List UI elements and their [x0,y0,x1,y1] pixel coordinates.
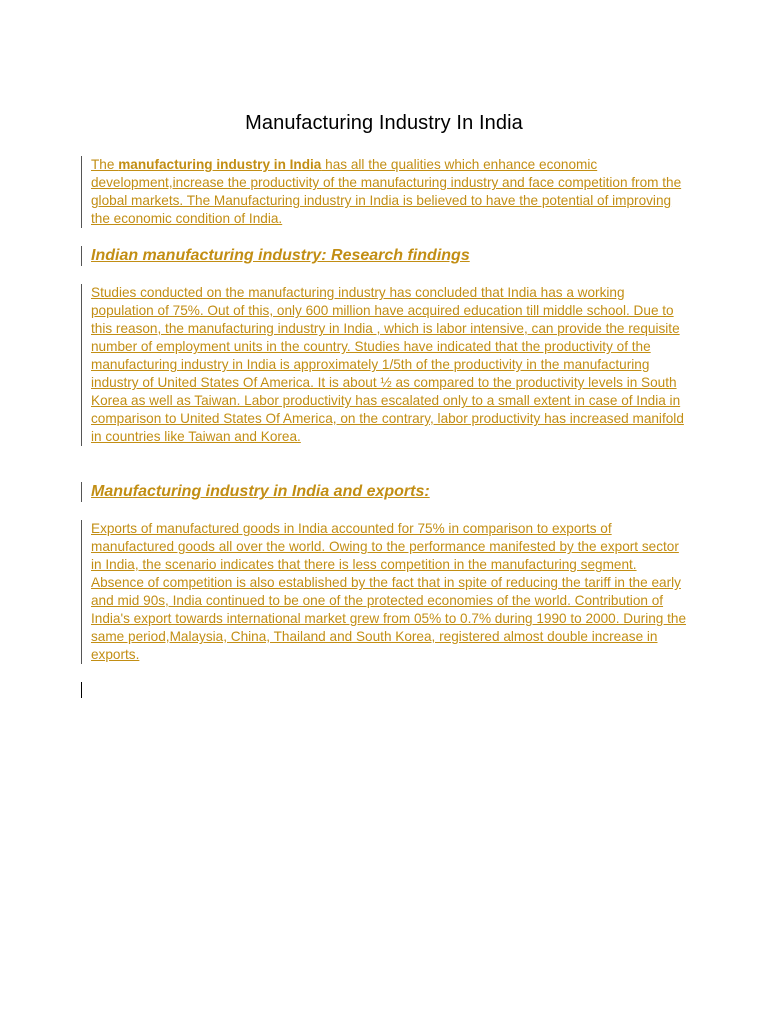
section-body-block-exports [81,520,691,664]
document-title: Manufacturing Industry In India [245,112,523,134]
intro-lead: The [91,157,119,172]
intro-bold-phrase[interactable]: manufacturing industry in India [118,157,322,172]
section-body-research[interactable]: Studies conducted on the manufacturing industry has concluded that India has a working population of 75%. Out of this, only 600 million have acquired education till middle school. Due to this reason, the manufacturing industry in India , which is labor intensive, can provide the requisite number of employment units in the country. Studies have indicated that the productivity of the manufacturing industry in India is approximately 1/5th of the productivity in the manufacturing industry of United States Of America. It is about ½ as compared to the productivity levels in South Korea as well as Taiwan. Labor productivity has escalated only to a small extent in case of India in comparison to United States Of America, on the contrary, labor productivity has increased manifold in countries like Taiwan and Korea. [91,285,684,444]
section-body-exports[interactable]: Exports of manufactured goods in India accounted for 75% in comparison to exports of manufactured goods all over the world. Owing to the performance manifested by the export sector in India, the scenario indicates that there is less competition in the manufacturing segment. Absence of competition is also established by the fact that in spite of reducing the tariff in the early and mid 90s, India continued to be one of the protected economies of the world. Contribution of India's export towards international market grew from 05% to 0.7% during 1990 to 2000. During the same period,Malaysia, China, Thailand and South Korea, registered almost double increase in exports. [91,521,687,662]
intro-paragraph[interactable] [91,156,691,228]
section-body-block-research [81,284,691,446]
text-cursor[interactable] [81,682,82,698]
intro-rest: has all the qualities which enhance economic development,increase the productivity of the manufacturing industry and face competition from the global markets. The Manufacturing industry in India is believed to have the potential of improving the economic condition of India. [91,157,682,226]
section-heading-exports[interactable]: Manufacturing industry in India and exports: [91,483,430,500]
section-heading-block-research [81,246,470,266]
intro-paragraph-block [81,156,691,228]
section-heading-block-exports [81,482,430,502]
section-heading-research[interactable]: Indian manufacturing industry: Research findings [91,247,470,264]
